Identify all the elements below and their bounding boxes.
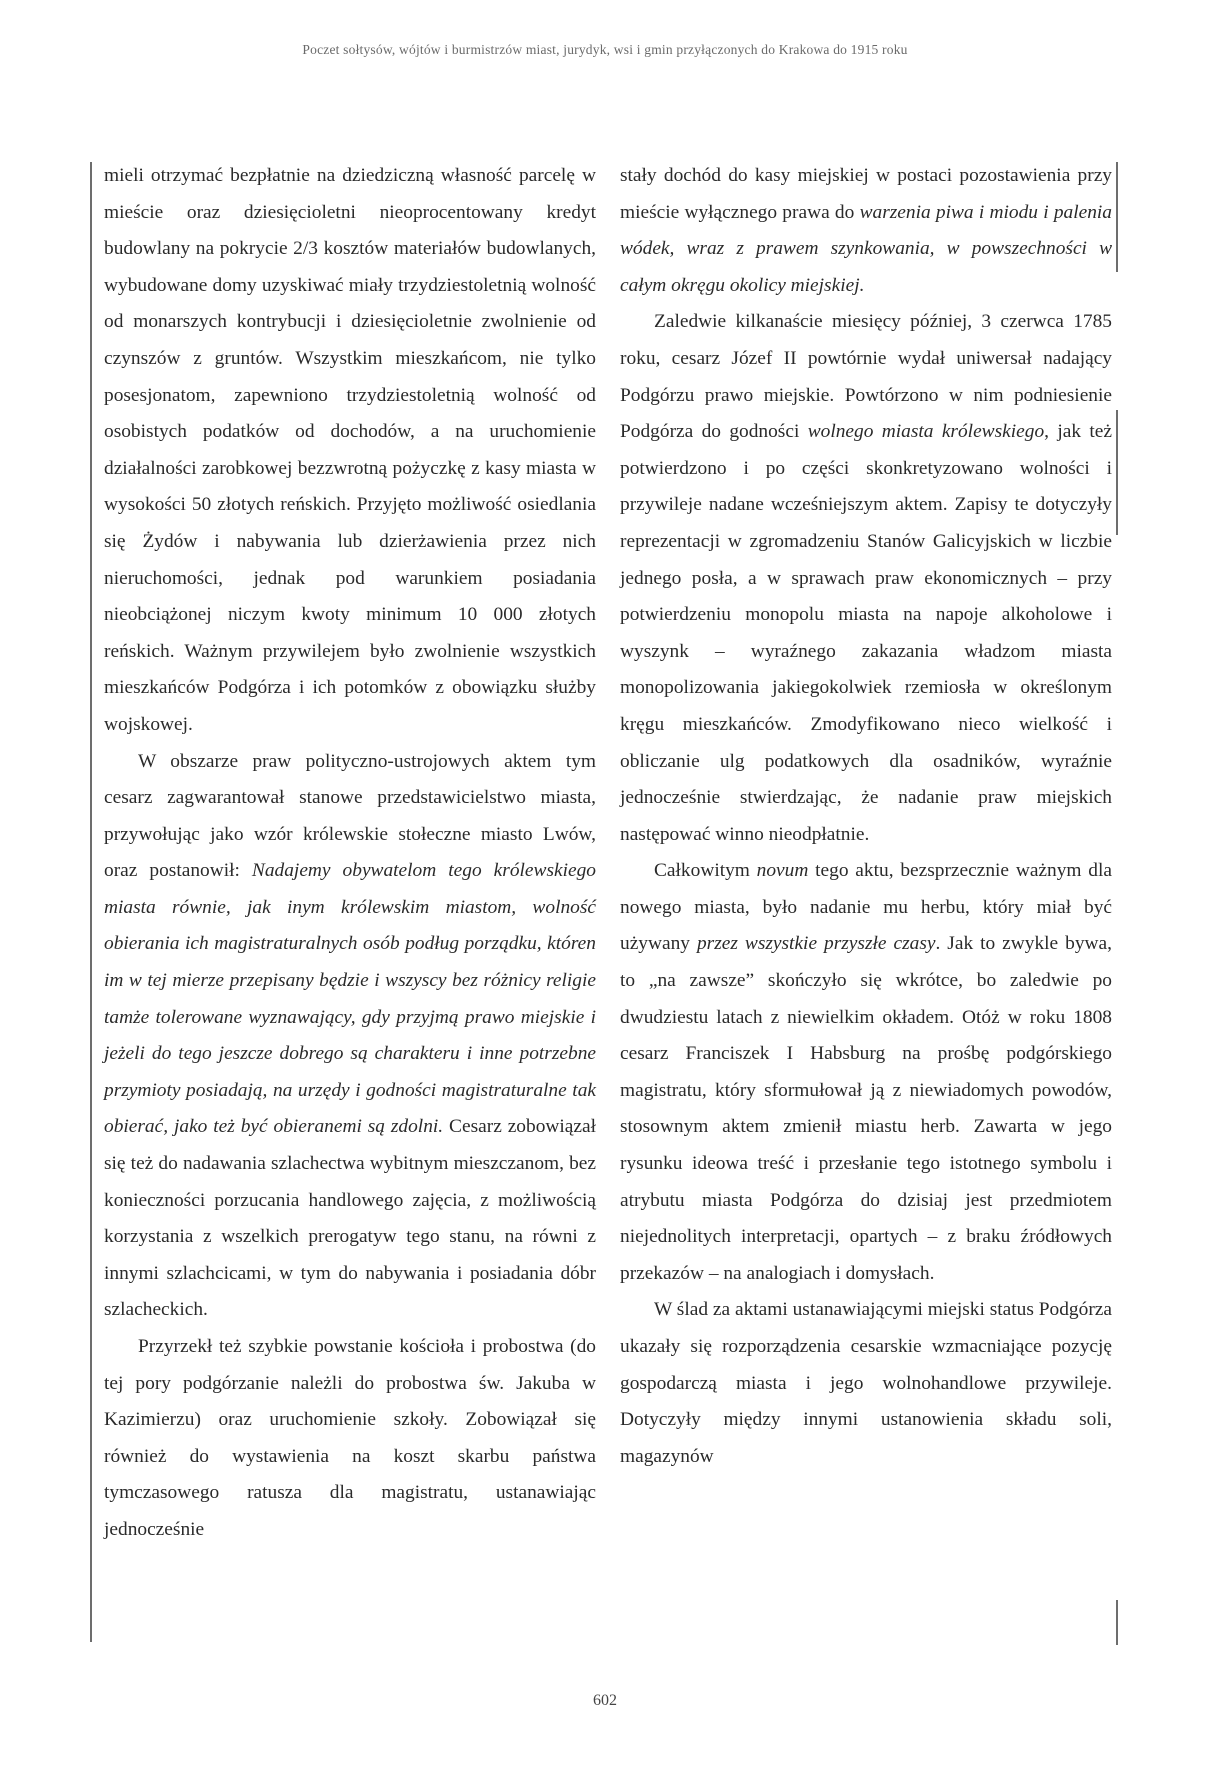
- italic-quote-span: Nadajemy obywatelom tego królewskiego miasta równie, jak inym królewskim miastom, wolność obierania ich magistraturalnych osób podług porządku, któren im w tej mierze przepisany będzie i wszyscy bez różnicy religie tamże tolerowane wyznawający, gdy przyjmą prawo miejskie i jeżeli do tego jeszcze dobrego są charakteru i inne potrzebne przymioty posiadają, na urzędy i godności magistraturalne tak obierać, jako też być obieranemi są zdolni.: [104, 860, 596, 1138]
- running-header: Poczet sołtysów, wójtów i burmistrzów miast, jurydyk, wsi i gmin przyłączonych do Krakowa do 1915 roku: [302, 42, 908, 57]
- right-margin-rule: [1116, 162, 1118, 272]
- italic-quote-span: wolnego miasta królewskiego: [807, 421, 1045, 443]
- text-span: . Jak to zwykle bywa, to „na zawsze” skończyło się wkrótce, bo zaledwie po dwudziestu latach z niewielkim okładem. Otóż w roku 1808 cesarz Franciszek I Habsburg na prośbę podgórskiego magistratu, który sformułował ją z niewiadomych powodów, stosownym aktem zmienił miastu herb. Zawarta w jego rysunku ideowa treść i przesłanie tego istotnego symbolu i atrybutu miasta Podgórza do dzisiaj jest przedmiotem niejednolitych interpretacji, opartych – z braku źródłowych przekazów – na analogiach i domysłach.: [620, 933, 1112, 1284]
- left-text-column: [104, 158, 596, 1549]
- right-margin-rule-3: [1116, 1600, 1118, 1645]
- italic-quote-span: przez wszystkie przyszłe czasy: [696, 933, 936, 955]
- text-span: Przyrzekł też szybkie powstanie kościoła i probostwa (do tej pory podgórzanie należli do probostwa św. Jakuba w Kazimierzu) oraz uruchomienie szkoły. Zobowiązał się również do wystawienia na koszt skarbu państwa tymczasowego ratusza dla magistratu, ustanawiając jednocześnie: [104, 1336, 596, 1540]
- paragraph: [104, 158, 596, 744]
- text-span: mieli otrzymać bezpłatnie na dziedziczną własność parcelę w mieście oraz dziesięcioletni nieoprocentowany kredyt budowlany na pokrycie 2/3 kosztów materiałów budowlanych, wybudowane domy uzyskiwać miały trzydziestoletnią wolność od monarszych kontrybucji i dziesięcioletnie zwolnienie od czynszów z gruntów. Wszystkim mieszkańcom, nie tylko posesjonatom, zapewniono trzydziestoletnią wolność od osobistych podatków od dochodów, a na uruchomienie działalności zarobkowej bezzwrotną pożyczkę z kasy miasta w wysokości 50 złotych reńskich. Przyjęto możliwość osiedlania się Żydów i nabywania lub dzierżawienia przez nich nieruchomości, jednak pod warunkiem posiadania nieobciążonej niczym kwoty minimum 10 000 złotych reńskich. Ważnym przywilejem było zwolnienie wszystkich mieszkańców Podgórza i ich potomków z obowiązku służby wojskowej.: [104, 165, 596, 735]
- italic-quote-span: warzenia piwa i miodu i palenia wódek, wraz z prawem szynkowania, w powszechności w całym okręgu okolicy miejskiej.: [620, 201, 1113, 296]
- paragraph: [104, 1329, 596, 1549]
- text-span: Zaledwie kilkanaście miesięcy później, 3 czerwca 1785 roku, cesarz Józef II powtórnie wydał uniwersał nadający Podgórzu prawo miejskie. Powtórzono w nim podniesienie Podgórza do godności: [620, 311, 1112, 443]
- paragraph: [620, 158, 1112, 304]
- page-number: 602: [593, 1692, 617, 1709]
- paragraph: [620, 853, 1112, 1292]
- paragraph: [104, 744, 596, 1330]
- paragraph: [620, 1292, 1112, 1475]
- text-span: stały dochód do kasy miejskiej w postaci pozostawienia przy mieście wyłącznego prawa do: [620, 165, 1112, 223]
- text-span: tego aktu, bezsprzecznie ważnym dla nowego miasta, było nadanie mu herbu, który miał być używany: [620, 860, 1112, 955]
- right-text-column: [620, 158, 1112, 1475]
- text-span: Całkowitym: [654, 860, 757, 882]
- text-span: W obszarze praw polityczno-ustrojowych aktem tym cesarz zagwarantował stanowe przedstawicielstwo miasta, przywołując jako wzór królewskie stołeczne miasto Lwów, oraz postanowił:: [104, 750, 596, 882]
- paragraph: [620, 304, 1112, 853]
- text-span: Cesarz zobowiązał się też do nadawania szlachectwa wybitnym mieszczanom, bez konieczności porzucania handlowego zajęcia, z możliwością korzystania z wszelkich prerogatyw tego stanu, na równi z innymi szlachcicami, w tym do nabywania i posiadania dóbr szlacheckich.: [104, 1116, 596, 1321]
- text-span: W ślad za aktami ustanawiającymi miejski status Podgórza ukazały się rozporządzenia cesarskie wzmacniające pozycję gospodarczą miasta i jego wolnohandlowe przywileje. Dotyczyły między innymi ustanowienia składu soli, magazynów: [620, 1299, 1112, 1467]
- text-span: , jak też potwierdzono i po części skonkretyzowano wolności i przywileje nadane wcześniejszym aktem. Zapisy te dotyczyły reprezentacji w zgromadzeniu Stanów Galicyjskich w liczbie jednego posła, a w sprawach praw ekonomicznych – przy potwierdzeniu monopolu miasta na napoje alkoholowe i wyszynk – wyraźnego zakazania władzom miasta monopolizowania jakiegokolwiek rzemiosła w określonym kręgu mieszkańców. Zmodyfikowano nieco wielkość i obliczanie ulg podatkowych dla osadników, wyraźnie jednocześnie stwierdzając, że nadanie praw miejskich następować winno nieodpłatnie.: [620, 421, 1112, 845]
- italic-quote-span: novum: [756, 860, 809, 882]
- right-margin-rule-2: [1116, 410, 1118, 535]
- left-margin-rule: [90, 162, 92, 1642]
